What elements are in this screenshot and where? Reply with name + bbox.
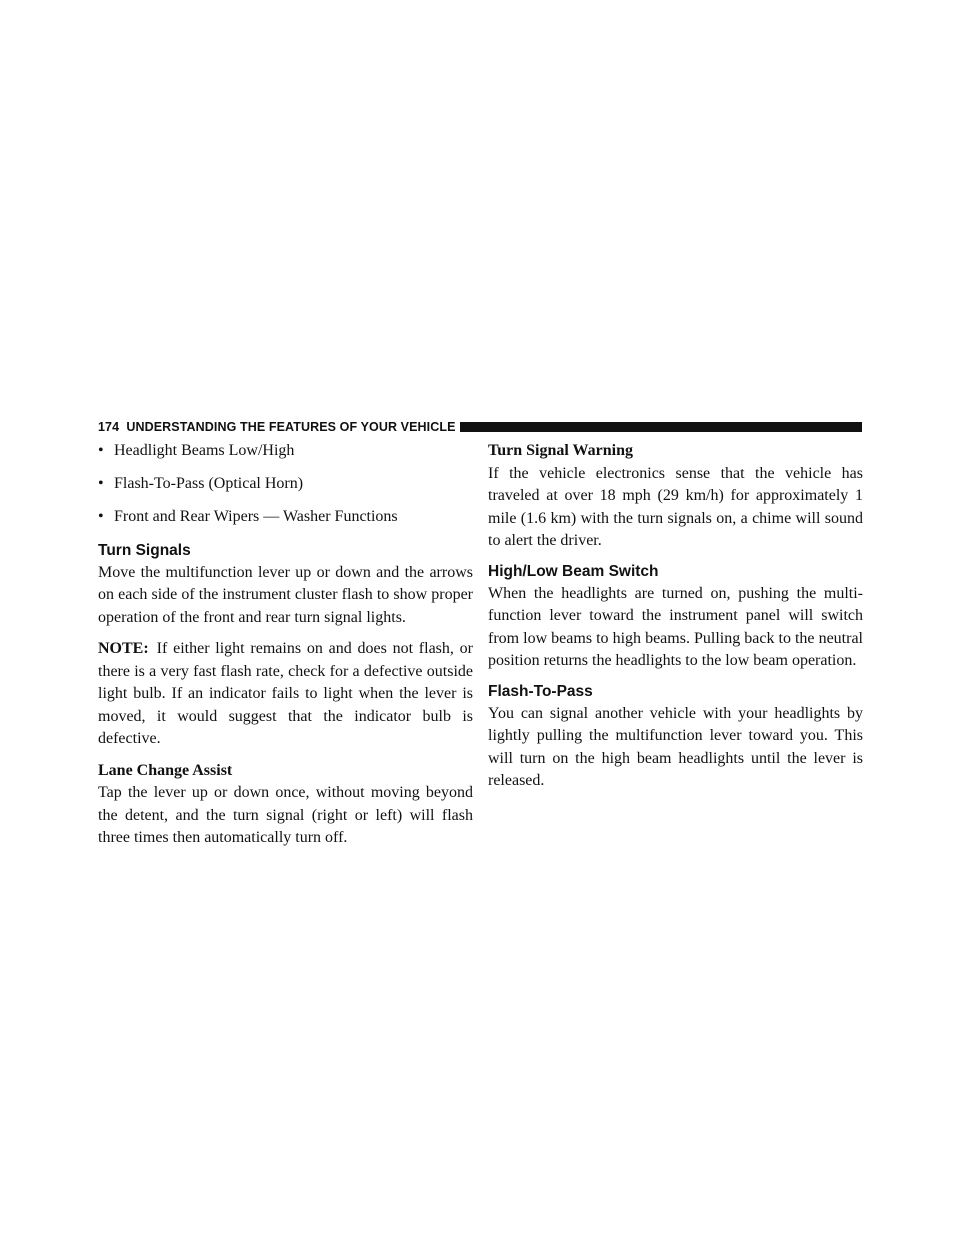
high-low-beam-heading: High/Low Beam Switch bbox=[488, 562, 659, 580]
high-low-beam-paragraph: When the headlights are turned on, pushing the multi-function lever toward the instrument panel will switch from low beams to high beams. Pulling back to the neutral position returns the headlights to the low beam operation. bbox=[488, 584, 863, 669]
header-title: UNDERSTANDING THE FEATURES OF YOUR VEHICLE bbox=[126, 420, 456, 434]
header-text bbox=[98, 418, 462, 436]
lane-change-heading: Lane Change Assist bbox=[98, 761, 233, 779]
list-item bbox=[98, 440, 473, 463]
bullet-text: Headlight Beams Low/High bbox=[114, 442, 295, 459]
bullet-icon: • bbox=[98, 475, 104, 492]
flash-to-pass-paragraph: You can signal another vehicle with your headlights by lightly pulling the multifunction lever toward you. This will turn on the high beam headlights until the lever is released. bbox=[488, 704, 863, 789]
turn-signals-heading: Turn Signals bbox=[98, 541, 191, 559]
note-label: NOTE: bbox=[98, 640, 149, 657]
turn-signals-paragraph: Move the multifunction lever up or down and the arrows on each side of the instrument cluster flash to show proper operation of the front and rear turn signal lights. bbox=[98, 563, 473, 626]
bullet-icon: • bbox=[98, 508, 104, 525]
header-rule bbox=[460, 422, 862, 432]
page-number: 174 bbox=[98, 420, 120, 434]
turn-signal-warning-paragraph: If the vehicle electronics sense that the vehicle has traveled at over 18 mph (29 km/h) for approximately 1 mile (1.6 km) with the turn signals on, a chime will sound to alert the driver. bbox=[488, 464, 863, 549]
note-text: If either light remains on and does not flash, or there is a very fast flash rate, check for a defective outside light bulb. If an indicator fails to light when the lever is moved, it would suggest that the indicator bulb is defective. bbox=[98, 640, 473, 747]
list-item bbox=[98, 473, 473, 496]
bullet-text: Front and Rear Wipers — Washer Functions bbox=[114, 508, 398, 525]
note-paragraph bbox=[98, 638, 473, 751]
page-header bbox=[98, 418, 862, 436]
bullet-text: Flash-To-Pass (Optical Horn) bbox=[114, 475, 304, 492]
list-item bbox=[98, 506, 473, 529]
bullet-icon: • bbox=[98, 442, 104, 459]
flash-to-pass-heading: Flash-To-Pass bbox=[488, 682, 593, 700]
lane-change-paragraph: Tap the lever up or down once, without moving beyond the detent, and the turn signal (right or left) will flash three times then automatically turn off. bbox=[98, 784, 473, 846]
left-column bbox=[98, 440, 473, 859]
right-column bbox=[488, 440, 863, 802]
turn-signal-warning-heading: Turn Signal Warning bbox=[488, 442, 633, 459]
